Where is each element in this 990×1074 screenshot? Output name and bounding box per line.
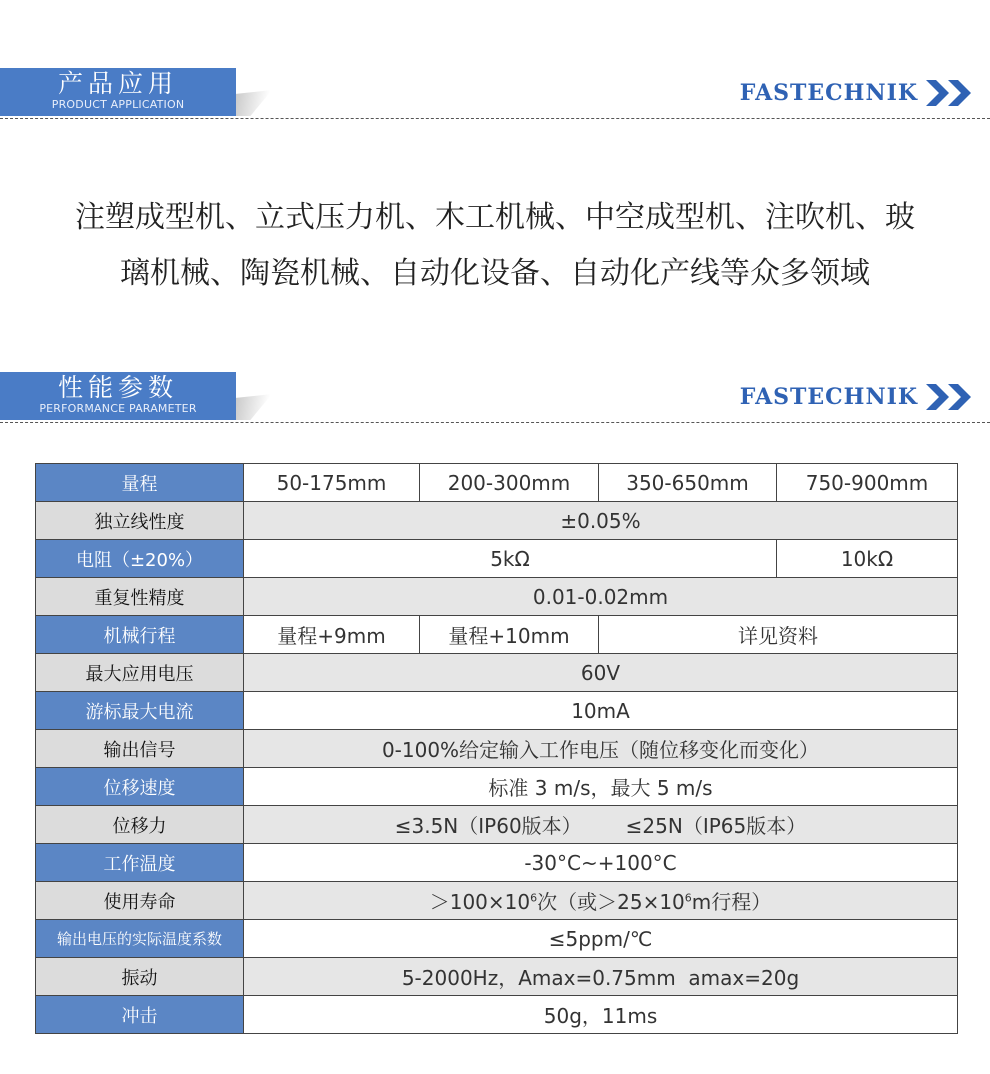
max-voltage-value: 60V <box>244 654 958 692</box>
mech-travel-value: 量程+9mm <box>244 616 420 654</box>
application-line-1: 注塑成型机、立式压力机、木工机械、中空成型机、注吹机、玻 <box>75 200 915 235</box>
range-value: 200-300mm <box>420 464 599 502</box>
vibration-value: 5-2000Hz，Amax=0.75mm amax=20g <box>244 958 958 996</box>
double-chevron-right-icon <box>926 80 974 106</box>
table-row <box>36 958 958 996</box>
section-title-en: PERFORMANCE PARAMETER <box>39 402 197 415</box>
table-row <box>36 996 958 1034</box>
life-value-prefix: ＞100×10 <box>429 890 531 914</box>
force-value-ip65: ≤25N（IP65版本） <box>625 814 807 838</box>
life-value <box>244 882 958 920</box>
life-value-suffix: m行程） <box>691 890 772 914</box>
row-label-shock: 冲击 <box>36 996 244 1034</box>
shock-value: 50g，11ms <box>244 996 958 1034</box>
section-header-application <box>0 68 990 122</box>
section-title-cn: 性能参数 <box>57 373 178 402</box>
table-row <box>36 616 958 654</box>
tab-shadow-decoration <box>236 90 272 116</box>
range-value: 350-650mm <box>599 464 777 502</box>
section-tab-application <box>0 68 236 116</box>
mech-travel-value: 量程+10mm <box>420 616 599 654</box>
repeatability-value: 0.01-0.02mm <box>244 578 958 616</box>
row-label-temp-coeff: 输出电压的实际温度系数 <box>36 920 244 958</box>
double-chevron-right-icon <box>926 384 974 410</box>
row-label-resistance: 电阻（±20%） <box>36 540 244 578</box>
section-title-cn: 产品应用 <box>57 69 178 98</box>
table-row <box>36 768 958 806</box>
table-row <box>36 578 958 616</box>
row-label-output-signal: 输出信号 <box>36 730 244 768</box>
row-label-life: 使用寿命 <box>36 882 244 920</box>
table-row <box>36 464 958 502</box>
dashed-divider <box>0 118 990 119</box>
row-label-max-voltage: 最大应用电压 <box>36 654 244 692</box>
temp-coeff-value: ≤5ppm/℃ <box>244 920 958 958</box>
life-exponent: 6 <box>530 891 538 905</box>
table-row <box>36 540 958 578</box>
life-exponent: 6 <box>684 891 692 905</box>
performance-parameter-table <box>35 463 958 1034</box>
brand-logo <box>740 384 974 410</box>
table-row <box>36 844 958 882</box>
resistance-value: 5kΩ <box>244 540 777 578</box>
section-title-en: PRODUCT APPLICATION <box>51 98 185 111</box>
resistance-value: 10kΩ <box>777 540 958 578</box>
mech-travel-value: 详见资料 <box>599 616 958 654</box>
speed-value: 标准 3 m/s，最大 5 m/s <box>244 768 958 806</box>
range-value: 750-900mm <box>777 464 958 502</box>
application-line-2: 璃机械、陶瓷机械、自动化设备、自动化产线等众多领域 <box>120 256 870 291</box>
table-row <box>36 730 958 768</box>
output-signal-value: 0-100%给定输入工作电压（随位移变化而变化） <box>244 730 958 768</box>
force-value-ip60: ≤3.5N（IP60版本） <box>394 814 582 838</box>
table-row <box>36 654 958 692</box>
application-description <box>0 190 990 302</box>
table-row <box>36 806 958 844</box>
table-row <box>36 920 958 958</box>
max-current-value: 10mA <box>244 692 958 730</box>
life-value-mid: 次（或＞25×10 <box>537 890 685 914</box>
force-value <box>244 806 958 844</box>
row-label-max-current: 游标最大电流 <box>36 692 244 730</box>
table-row <box>36 502 958 540</box>
row-label-vibration: 振动 <box>36 958 244 996</box>
row-label-temperature: 工作温度 <box>36 844 244 882</box>
row-label-linearity: 独立线性度 <box>36 502 244 540</box>
row-label-speed: 位移速度 <box>36 768 244 806</box>
section-tab-parameter <box>0 372 236 420</box>
temperature-value: -30°C~+100°C <box>244 844 958 882</box>
row-label-mech-travel: 机械行程 <box>36 616 244 654</box>
brand-name: FASTECHNIK <box>739 384 918 410</box>
linearity-value: ±0.05% <box>244 502 958 540</box>
row-label-range: 量程 <box>36 464 244 502</box>
row-label-force: 位移力 <box>36 806 244 844</box>
dashed-divider <box>0 422 990 423</box>
brand-logo <box>740 80 974 106</box>
table-row <box>36 692 958 730</box>
brand-name: FASTECHNIK <box>739 80 918 106</box>
section-header-parameter <box>0 372 990 426</box>
tab-shadow-decoration <box>236 394 272 420</box>
table-row <box>36 882 958 920</box>
range-value: 50-175mm <box>244 464 420 502</box>
row-label-repeatability: 重复性精度 <box>36 578 244 616</box>
